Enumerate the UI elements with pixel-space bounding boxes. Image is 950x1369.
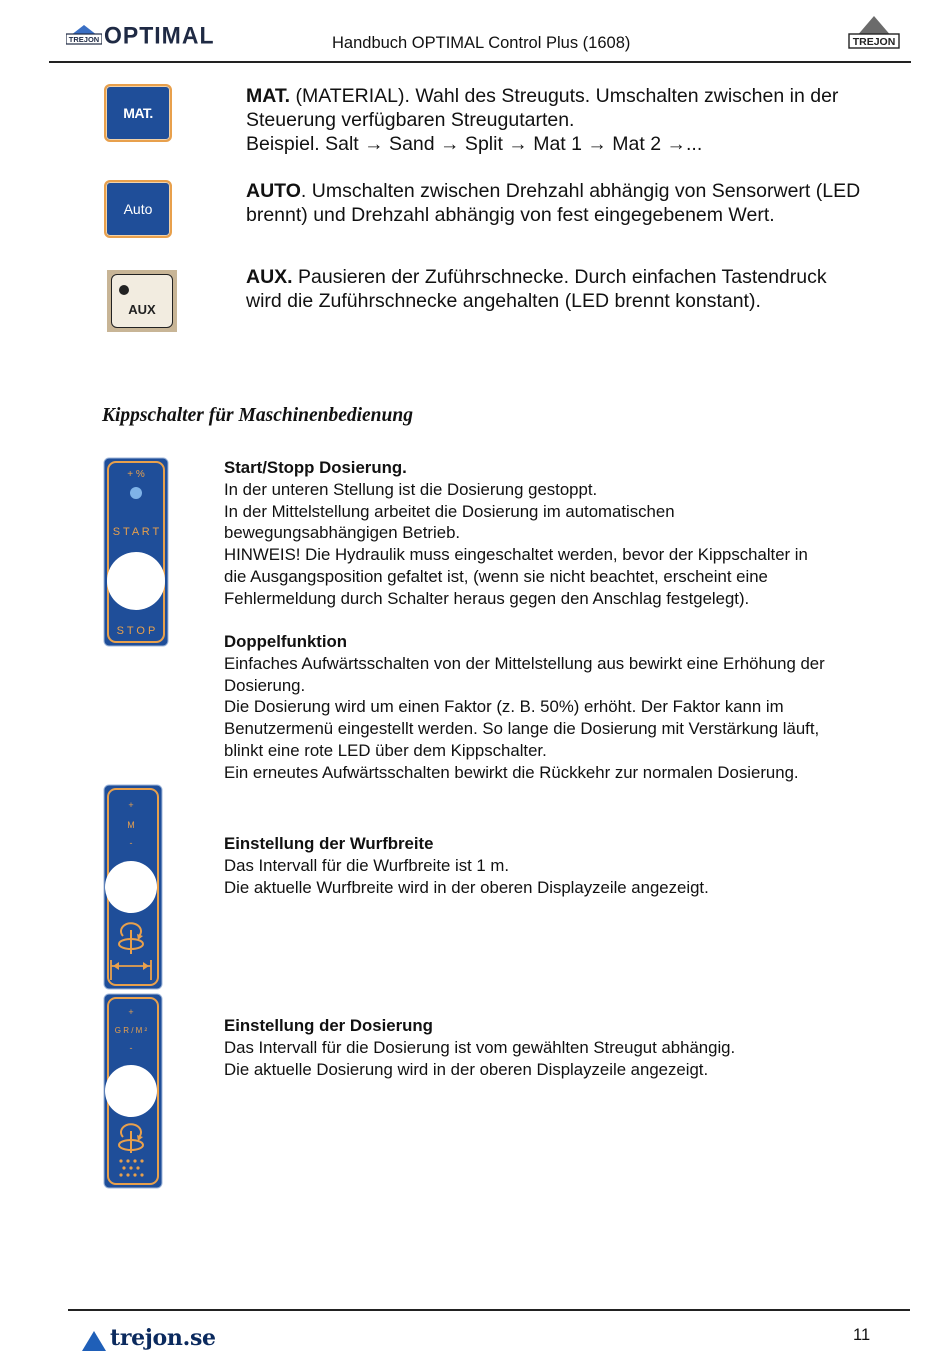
footer-divider [68, 1309, 910, 1311]
auto-description [246, 179, 906, 227]
toggle-knob-icon [105, 1065, 157, 1117]
wurf-heading: Einstellung der Wurfbreite [224, 834, 434, 853]
dos-line: Die aktuelle Dosierung wird in der oberen Displayzeile angezeigt. [224, 1059, 709, 1079]
wurf-line: Die aktuelle Wurfbreite wird in der oberen Displayzeile angezeigt. [224, 877, 709, 897]
wurf-minus-label: - [129, 838, 133, 848]
section-title: Kippschalter für Maschinenbedienung [102, 405, 413, 426]
doppel-heading: Doppelfunktion [224, 632, 348, 651]
start-stop-line: die Ausgangsposition gefaltet ist, (wenn sie nicht beachtet, erscheint eine [224, 566, 768, 586]
switch-stop-label: S T O P [116, 625, 156, 637]
doppel-line: Benutzermenü eingestellt werden. So lange die Dosierung mit Verstärkung läuft, [224, 719, 820, 739]
switch-start-top-label: + % [127, 469, 145, 480]
mat-line2: Steuerung verfügbaren Streugutarten. [246, 109, 575, 131]
switch-start-label: S T A R T [112, 526, 160, 538]
logo-brand: OPTIMAL [104, 21, 215, 49]
wurf-plus-label: + [128, 800, 134, 810]
doppel-line: Dosierung. [224, 675, 306, 695]
doppel-line: Einfaches Aufwärtsschalten von der Mittelstellung aus bewirkt eine Erhöhung der [224, 653, 825, 673]
doppel-line: Ein erneutes Aufwärtsschalten bewirkt die Rückkehr zur normalen Dosierung. [224, 762, 799, 782]
aux-bold: AUX. [246, 266, 293, 288]
header-divider [49, 61, 911, 63]
page-header-title: Handbuch OPTIMAL Control Plus (1608) [332, 34, 631, 52]
logo-tag-text: TREJON [68, 35, 100, 44]
auto-line1: . Umschalten zwischen Drehzahl abhängig von Sensorwert (LED [300, 180, 861, 202]
mat-bold: MAT. [246, 85, 291, 107]
aux-key-label: AUX [128, 302, 156, 317]
dos-heading: Einstellung der Dosierung [224, 1016, 433, 1035]
footer-logo [82, 1325, 232, 1355]
aux-led-icon [119, 285, 129, 295]
aux-key [111, 274, 173, 328]
start-stop-line: In der unteren Stellung ist die Dosierung gestoppt. [224, 479, 598, 499]
page-number: 11 [853, 1326, 871, 1344]
start-stop-line: bewegungsabhängigen Betrieb. [224, 523, 461, 543]
spread-width-text [224, 833, 914, 898]
auto-key-label: Auto [123, 201, 153, 217]
aux-description [246, 265, 906, 313]
auto-line2: brennt) und Drehzahl abhängig von fest eingegebenem Wert. [246, 204, 775, 226]
footer-logo-text: trejon.se [110, 1325, 216, 1351]
doppel-line: blinkt eine rote LED über dem Kippschalter. [224, 740, 547, 760]
wurf-line: Das Intervall für die Wurfbreite ist 1 m. [224, 855, 510, 875]
aux-line2: wird die Zuführschnecke angehalten (LED brennt konstant). [246, 290, 761, 312]
logo-right-text: TREJON [852, 36, 896, 48]
start-stop-switch-image [103, 457, 169, 647]
dos-minus-label: - [129, 1043, 133, 1053]
doppel-text [224, 631, 914, 784]
mat-line1: (MATERIAL). Wahl des Streuguts. Umschalten zwischen in der [290, 85, 839, 107]
aux-key-image [107, 270, 177, 332]
mat-key-label: MAT. [123, 105, 153, 121]
mat-line3: Beispiel. Salt → Sand → Split → Mat 1 → Mat 2 →... [246, 133, 703, 155]
mat-key-image [104, 84, 172, 142]
trejon-logo-icon [846, 14, 902, 54]
toggle-knob-icon [107, 552, 165, 610]
wurf-m-label: M [127, 820, 135, 830]
optimal-logo [66, 21, 215, 49]
doppel-line: Die Dosierung wird um einen Faktor (z. B. 50%) erhöht. Der Faktor kann im [224, 697, 784, 717]
toggle-knob-icon [105, 861, 157, 913]
start-stop-line: HINWEIS! Die Hydraulik muss eingeschaltet werden, bevor der Kippschalter in [224, 545, 808, 565]
start-stop-text [224, 457, 914, 610]
spread-width-switch-image [103, 784, 163, 990]
trejon-tag-icon [66, 25, 102, 45]
dosage-switch-image [103, 993, 163, 1189]
start-stop-line: Fehlermeldung durch Schalter heraus gegen den Anschlag festgelegt). [224, 588, 750, 608]
start-stop-line: In der Mittelstellung arbeitet die Dosierung im automatischen [224, 501, 675, 521]
dos-unit-label: G R / M ² [114, 1026, 148, 1035]
start-stop-heading: Start/Stopp Dosierung. [224, 458, 407, 477]
auto-key-image [104, 180, 172, 238]
mat-description [246, 84, 896, 156]
aux-line1: Pausieren der Zuführschnecke. Durch einfachen Tastendruck [292, 266, 827, 288]
dosage-text [224, 1015, 914, 1080]
dos-plus-label: + [128, 1007, 134, 1017]
boost-led-icon [130, 487, 142, 499]
trejon-triangle-icon [82, 1331, 106, 1351]
dos-line: Das Intervall für die Dosierung ist vom gewählten Streugut abhängig. [224, 1037, 736, 1057]
auto-bold: AUTO [246, 180, 301, 202]
